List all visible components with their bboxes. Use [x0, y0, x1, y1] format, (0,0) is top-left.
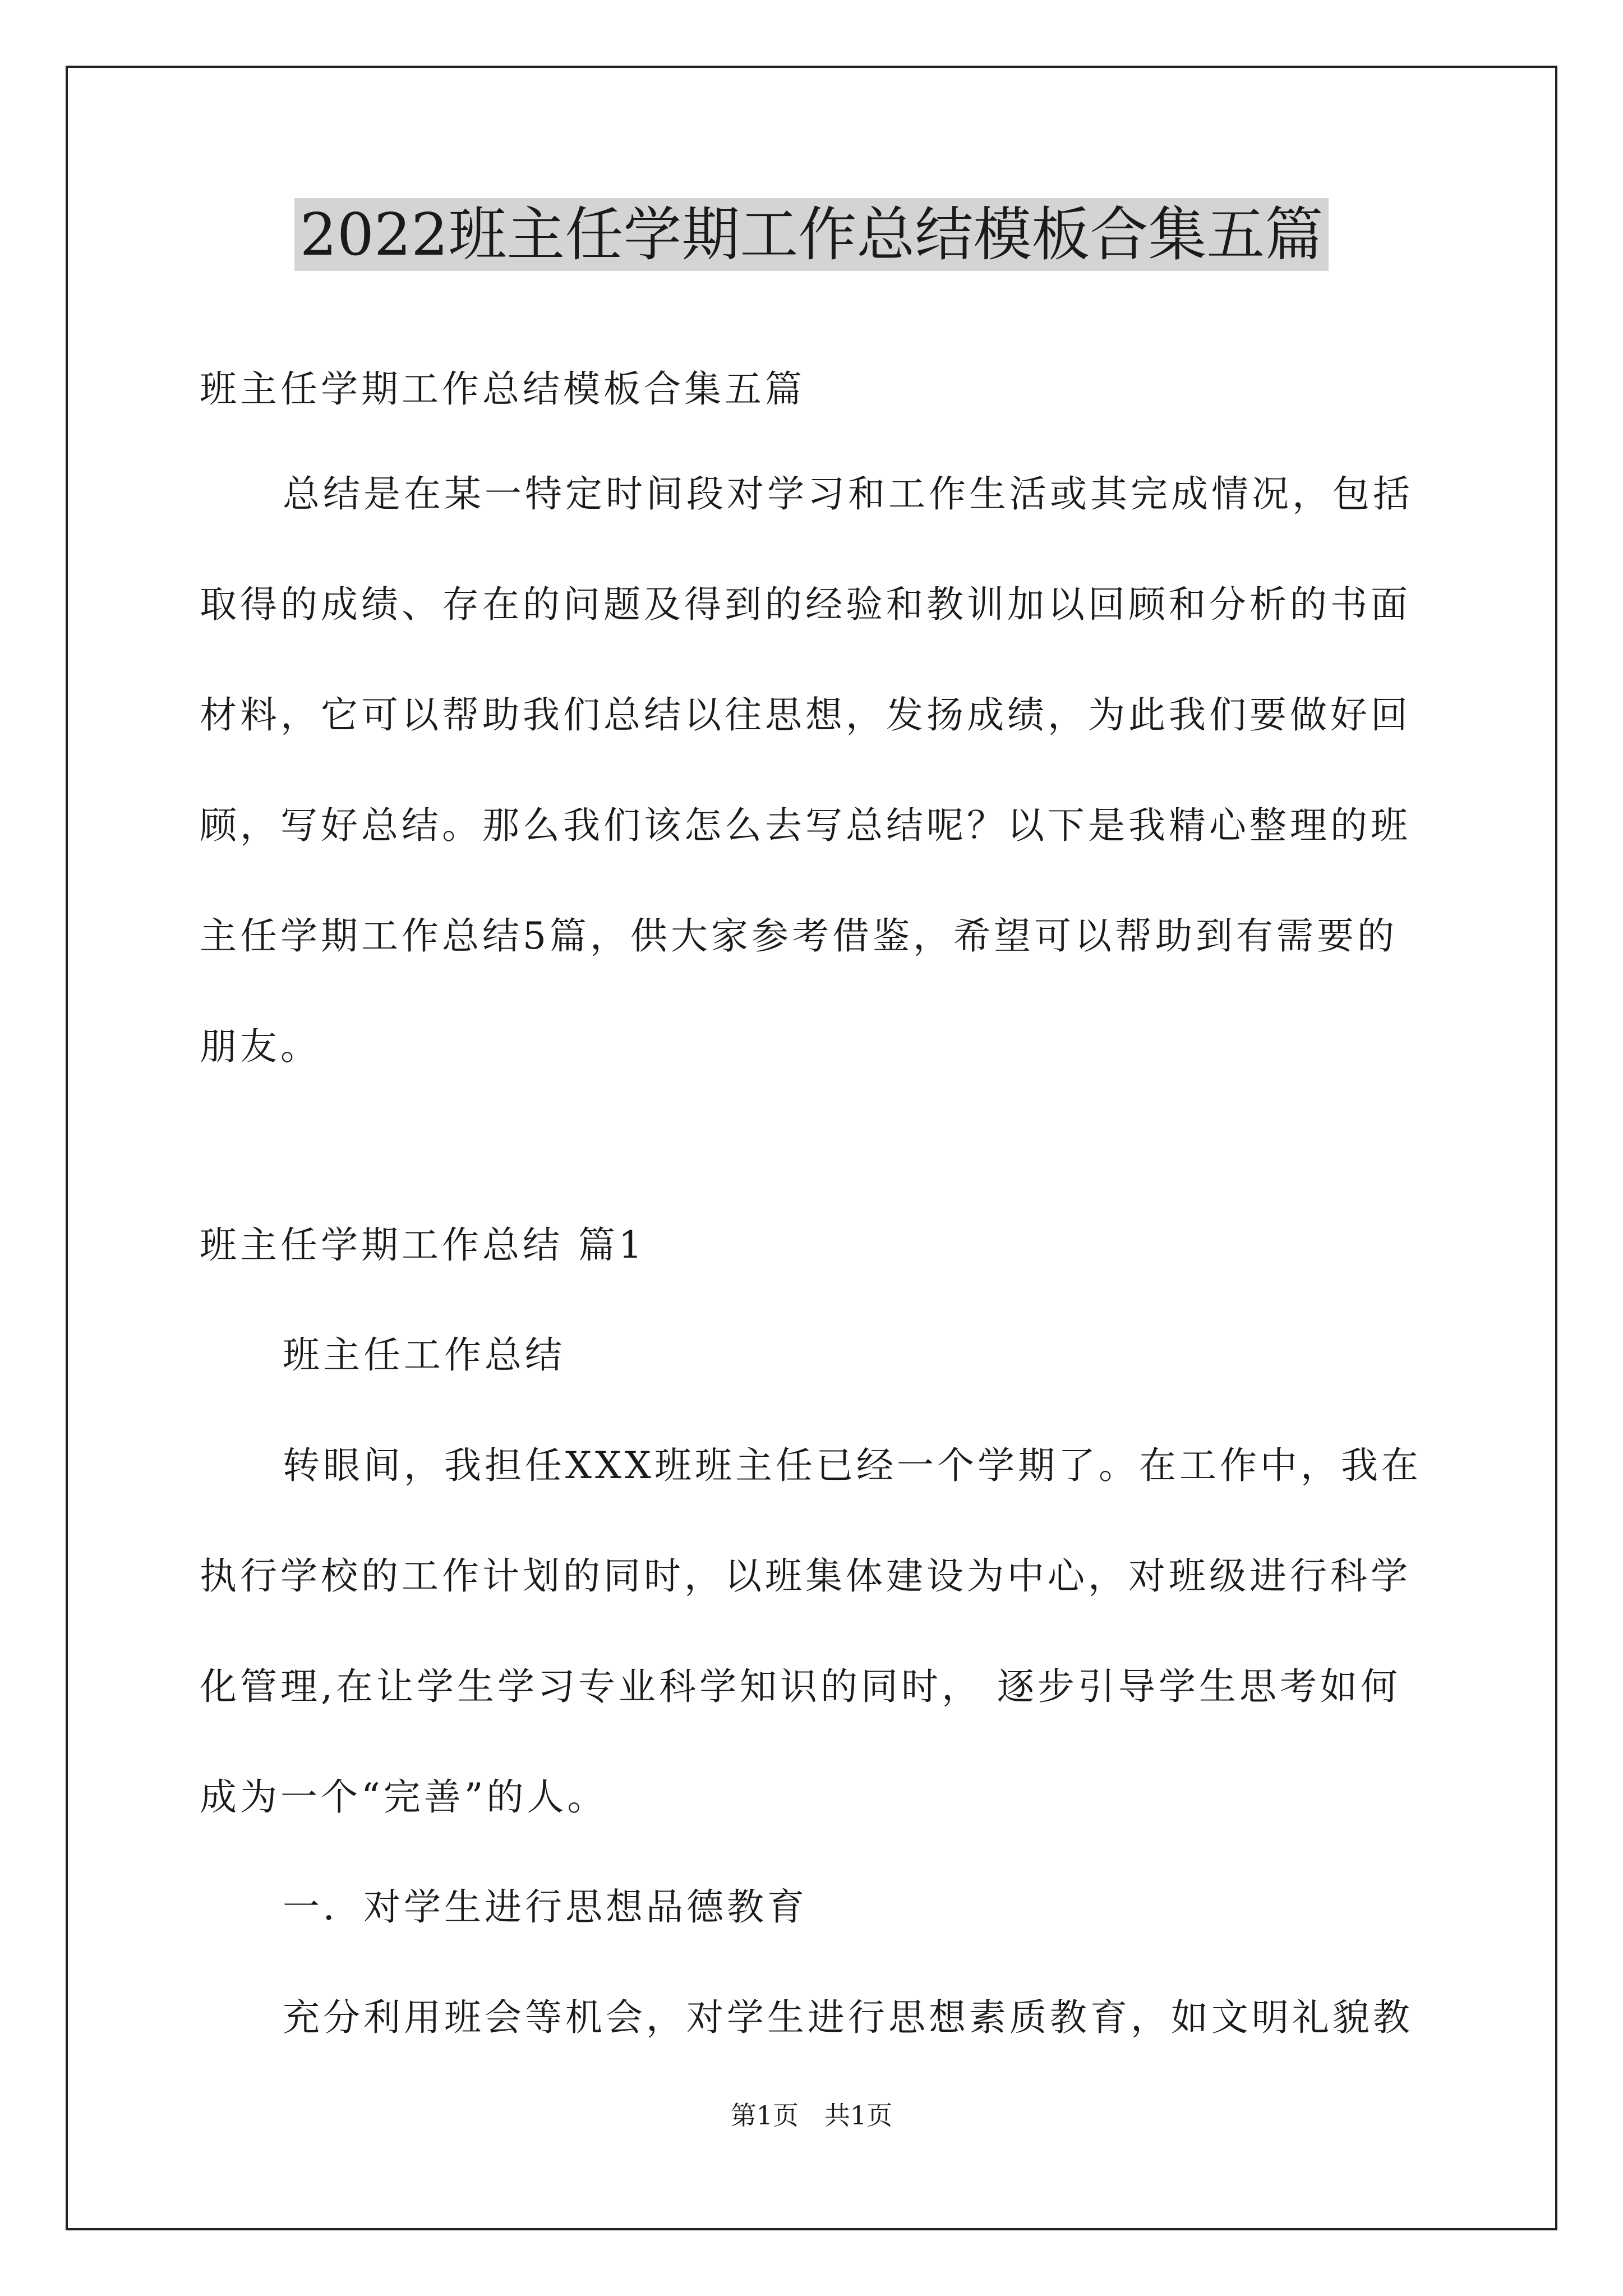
paragraph-line: 执行学校的工作计划的同时，以班集体建设为中心，对班级进行科学 — [200, 1554, 1411, 1598]
paragraph-line: 转眼间，我担任XXX班班主任已经一个学期了。在工作中，我在 — [283, 1444, 1422, 1487]
paragraph-line: 充分利用班会等机会，对学生进行思想素质教育，如文明礼貌教 — [283, 1996, 1413, 2039]
page-footer: 第1页 共1页 — [730, 2100, 893, 2131]
paragraph-line: 主任学期工作总结5篇，供大家参考借鉴，希望可以帮助到有需要的 — [200, 914, 1398, 958]
item-heading: 一．对学生进行思想品德教育 — [283, 1885, 808, 1929]
document-title-text: 2022班主任学期工作总结模板合集五篇 — [294, 198, 1329, 271]
paragraph-line: 总结是在某一特定时间段对学习和工作生活或其完成情况，包括 — [283, 472, 1413, 516]
paragraph-line: 朋友。 — [200, 1025, 321, 1068]
paragraph-line: 成为一个“完善”的人。 — [200, 1775, 608, 1819]
section-heading: 班主任学期工作总结 篇1 — [200, 1223, 645, 1267]
paragraph-line: 化管理,在让学生学习专业科学知识的同时， 逐步引导学生思考如何 — [200, 1665, 1401, 1708]
paragraph-line: 材料，它可以帮助我们总结以往思想，发扬成绩，为此我们要做好回 — [200, 693, 1411, 737]
subtitle-line: 班主任学期工作总结模板合集五篇 — [200, 367, 805, 411]
paragraph-line: 顾，写好总结。那么我们该怎么去写总结呢？以下是我精心整理的班 — [200, 804, 1411, 847]
subsection-heading: 班主任工作总结 — [283, 1333, 565, 1377]
paragraph-line: 取得的成绩、存在的问题及得到的经验和教训加以回顾和分析的书面 — [200, 583, 1411, 626]
document-title — [0, 195, 1623, 274]
